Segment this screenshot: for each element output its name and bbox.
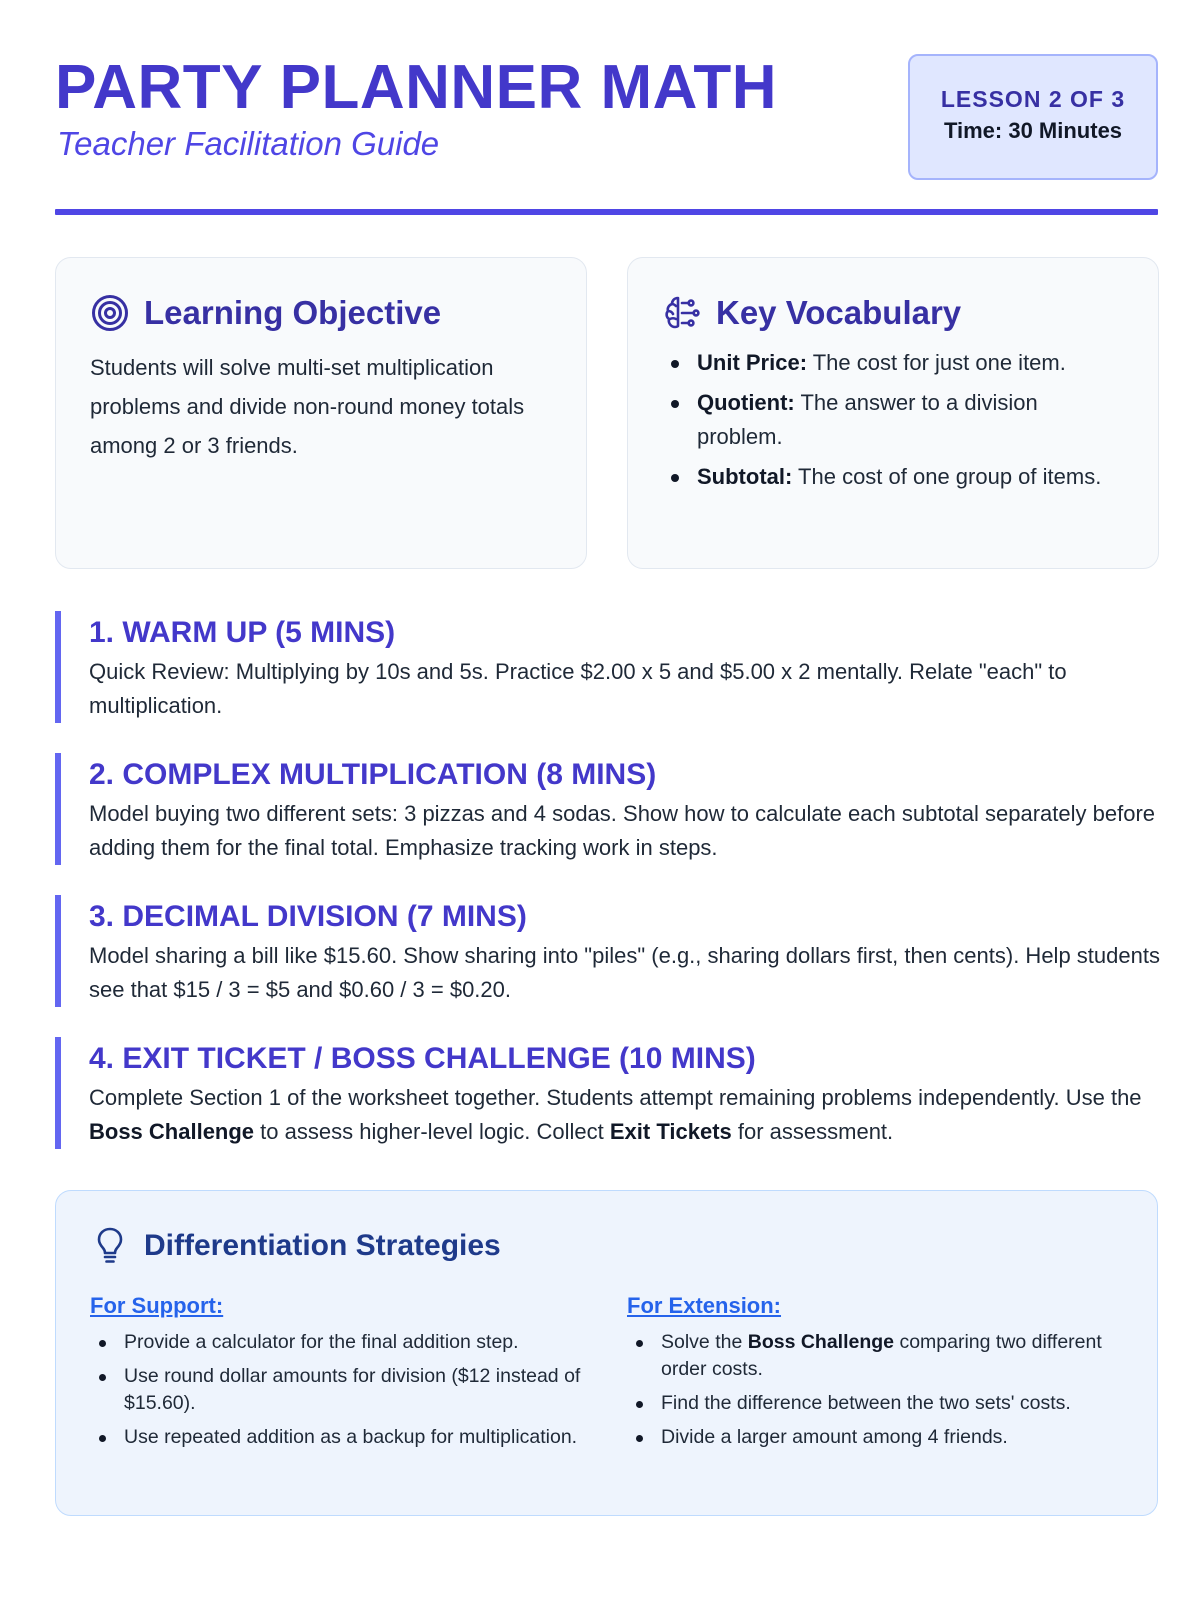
- step-complex-multiplication: [55, 753, 1165, 865]
- extension-item: Find the difference between the two sets' costs.: [627, 1390, 1127, 1417]
- vocabulary-definition: The answer to a division problem.: [697, 390, 1038, 449]
- lesson-badge: [908, 54, 1158, 180]
- learning-objective-title: Learning Objective: [144, 294, 442, 331]
- vocabulary-term: Quotient:: [697, 390, 795, 415]
- step-text: Quick Review: Multiplying by 10s and 5s. Practice $2.00 x 5 and $5.00 x 2 mentally. Relate "each" to multiplication.: [89, 659, 1067, 718]
- extension-column: [627, 1291, 1127, 1458]
- support-list: [90, 1329, 590, 1451]
- vocabulary-term: Unit Price:: [697, 350, 808, 375]
- differentiation-strategies-box: [55, 1190, 1158, 1516]
- extension-text-part: Solve the: [661, 1331, 748, 1353]
- step-text: [89, 1081, 1165, 1149]
- learning-objective-text: Students will solve multi-set multiplication problems and divide non-round money totals among 2 or 3 friends.: [90, 355, 525, 458]
- page-title: PARTY PLANNER MATH: [55, 53, 777, 122]
- extension-text-part: comparing two different order costs.: [661, 1331, 1102, 1380]
- support-heading: For Support:: [90, 1293, 224, 1318]
- page-subtitle: Teacher Facilitation Guide: [57, 125, 440, 162]
- step-text-part: for assessment.: [731, 1119, 894, 1144]
- vocabulary-item: [662, 460, 1124, 494]
- boss-challenge-emphasis: Boss Challenge: [89, 1119, 255, 1144]
- step-title: 2. COMPLEX MULTIPLICATION (8 MINS): [89, 758, 657, 791]
- step-title: 4. EXIT TICKET / BOSS CHALLENGE (10 MINS): [89, 1042, 756, 1075]
- learning-objective-card: [55, 257, 587, 569]
- extension-item: Divide a larger amount among 4 friends.: [627, 1424, 1127, 1451]
- key-vocabulary-card: [627, 257, 1159, 569]
- boss-challenge-emphasis: Boss Challenge: [747, 1331, 895, 1353]
- support-item: Use repeated addition as a backup for multiplication.: [90, 1424, 590, 1451]
- brain-icon: [662, 293, 702, 333]
- lesson-number: LESSON 2 OF 3: [940, 86, 1126, 112]
- lesson-time: Time: 30 Minutes: [943, 118, 1123, 143]
- vocabulary-definition: The cost of one group of items.: [792, 464, 1102, 489]
- vocabulary-list: [662, 346, 1124, 494]
- step-warm-up: [55, 611, 1165, 723]
- step-title: 1. WARM UP (5 MINS): [89, 616, 396, 649]
- extension-heading: For Extension:: [627, 1293, 782, 1318]
- step-text-part: to assess higher-level logic. Collect: [254, 1119, 610, 1144]
- vocabulary-definition: The cost for just one item.: [807, 350, 1066, 375]
- extension-item: [627, 1329, 1127, 1383]
- step-text: Model buying two different sets: 3 pizzas and 4 sodas. Show how to calculate each subtotal separately before adding them for the final total. Emphasize tracking work in steps.: [89, 801, 1156, 860]
- step-text-part: Complete Section 1 of the worksheet together. Students attempt remaining problems independently. Use the: [89, 1085, 1142, 1110]
- support-column: [90, 1291, 590, 1458]
- step-exit-ticket: [55, 1037, 1165, 1149]
- vocabulary-item: [662, 346, 1124, 380]
- target-icon: [90, 293, 130, 333]
- support-item: Provide a calculator for the final addition step.: [90, 1329, 590, 1356]
- differentiation-title: Differentiation Strategies: [144, 1229, 501, 1262]
- exit-tickets-emphasis: Exit Tickets: [609, 1119, 732, 1144]
- step-decimal-division: [55, 895, 1165, 1007]
- vocabulary-item: [662, 386, 1124, 454]
- step-text: Model sharing a bill like $15.60. Show sharing into "piles" (e.g., sharing dollars first, then cents). Help students see that $15 / 3 = $5 and $0.60 / 3 = $0.20.: [89, 943, 1160, 1002]
- page-header: [55, 52, 1158, 212]
- lightbulb-icon: [90, 1225, 130, 1267]
- step-title: 3. DECIMAL DIVISION (7 MINS): [89, 900, 527, 933]
- vocabulary-term: Subtotal:: [697, 464, 793, 489]
- extension-list: [627, 1329, 1127, 1451]
- header-divider: [55, 209, 1158, 215]
- key-vocabulary-title: Key Vocabulary: [716, 294, 962, 331]
- support-item: Use round dollar amounts for division ($12 instead of $15.60).: [90, 1363, 590, 1417]
